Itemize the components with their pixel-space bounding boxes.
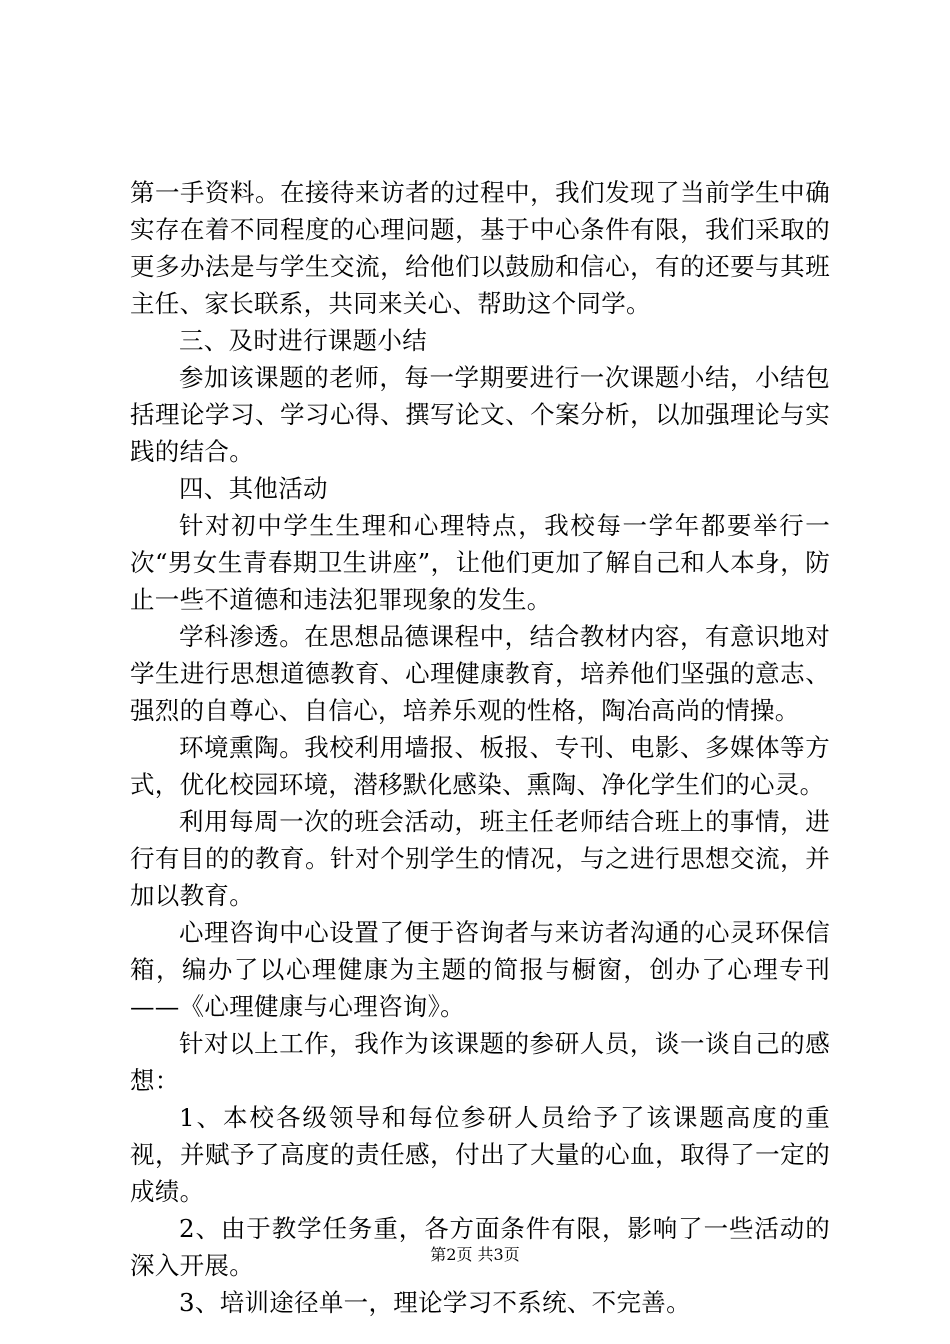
paragraph-1: 第一手资料。在接待来访者的过程中，我们发现了当前学生中确实存在着不同程度的心理问题，基于中心条件有限，我们采取的更多办法是与学生交流，给他们以鼓励和信心，有的还要与其班主任、家长联系，共同来关心、帮助这个同学。 xyxy=(130,178,830,318)
paragraph-9: 心理咨询中心设置了便于咨询者与来访者沟通的心灵环保信箱，编办了以心理健康为主题的简报与橱窗，创办了心理专刊——《心理健康与心理咨询》。 xyxy=(130,918,830,1021)
paragraph-3: 参加该课题的老师，每一学期要进行一次课题小结，小结包括理论学习、学习心得、撰写论文、个案分析，以加强理论与实践的结合。 xyxy=(130,363,830,466)
paragraph-8: 利用每周一次的班会活动，班主任老师结合班上的事情，进行有目的的教育。针对个别学生的情况，与之进行思想交流，并加以教育。 xyxy=(130,807,830,910)
paragraph-7: 环境熏陶。我校利用墙报、板报、专刊、电影、多媒体等方式，优化校园环境，潜移默化感染、熏陶、净化学生们的心灵。 xyxy=(130,733,830,799)
document-body xyxy=(130,174,830,1321)
section-heading-3: 三、及时进行课题小结 xyxy=(179,326,427,355)
list-item-2: 2、由于教学任务重，各方面条件有限，影响了一些活动的深入开展。 xyxy=(130,1214,830,1280)
list-item-1: 1、本校各级领导和每位参研人员给予了该课题高度的重视，并赋予了高度的责任感，付出了大量的心血，取得了一定的成绩。 xyxy=(130,1103,830,1206)
paragraph-5: 针对初中学生生理和心理特点，我校每一学年都要举行一次“男女生青春期卫生讲座”，让他们更加了解自己和人本身，防止一些不道德和违法犯罪现象的发生。 xyxy=(130,511,830,614)
paragraph-6: 学科渗透。在思想品德课程中，结合教材内容，有意识地对学生进行思想道德教育、心理健康教育，培养他们坚强的意志、强烈的自尊心、自信心，培养乐观的性格，陶冶高尚的情操。 xyxy=(130,622,830,725)
section-heading-4: 四、其他活动 xyxy=(179,474,328,503)
page-footer: 第2页 共3页 xyxy=(430,1245,520,1264)
list-item-3: 3、培训途径单一，理论学习不系统、不完善。 xyxy=(179,1288,691,1317)
paragraph-10: 针对以上工作，我作为该课题的参研人员，谈一谈自己的感想： xyxy=(130,1029,830,1095)
